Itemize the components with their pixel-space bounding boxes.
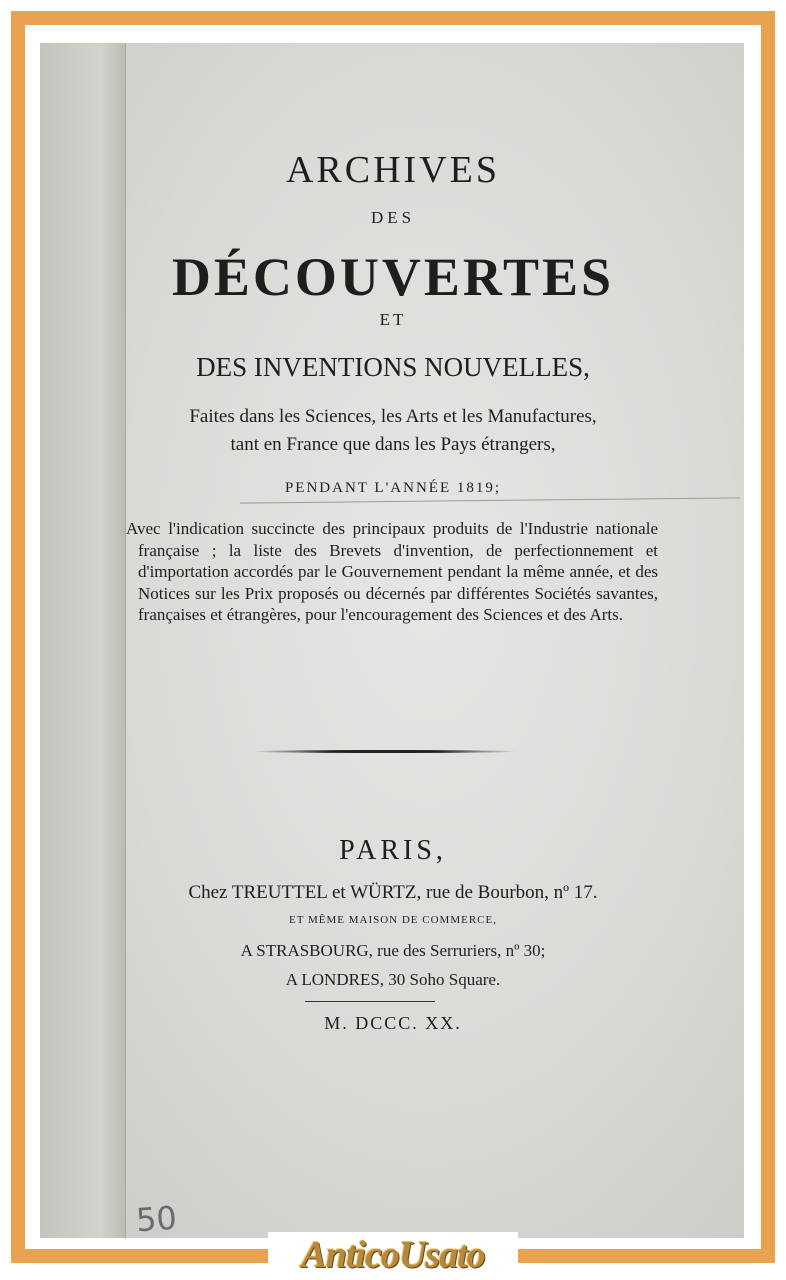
description-paragraph: Avec l'indication succincte des principaux produits de l'Industrie nationale française ; la liste des Brevets d'invention, de perfectionnement et d'importation accordés par le Gouvernement pendant la même année, et des Notices sur les Prix proposés ou décernés par différentes Sociétés savantes, françaises et étrangères, pour l'encouragement des Sciences et des Arts.: [126, 519, 658, 624]
london-address: A LONDRES, 30 Soho Square.: [285, 970, 501, 989]
title-archives: ARCHIVES: [285, 149, 501, 191]
title-decouvertes: DÉCOUVERTES: [171, 247, 615, 307]
title-inventions: DES INVENTIONS NOUVELLES,: [196, 352, 590, 382]
title-des: DES: [370, 208, 416, 227]
anticousato-logo: AnticoUsato: [301, 1234, 485, 1276]
title-et: ET: [379, 310, 407, 329]
subtitle-line-1: Faites dans les Sciences, les Arts et les Manufactures,: [189, 406, 597, 427]
handwritten-note: 50: [134, 1198, 178, 1240]
publication-date: M. DCCC. XX.: [324, 1013, 462, 1033]
logo-badge: [268, 1232, 518, 1278]
subtitle-line-2: tant en France que dans les Pays étrangers,: [230, 434, 556, 455]
date-rule: [305, 1001, 435, 1002]
paper-crease: [240, 497, 740, 506]
ornamental-rule: [252, 750, 517, 753]
publisher-note: ET MÊME MAISON DE COMMERCE,: [288, 914, 497, 926]
city: PARIS,: [339, 835, 447, 866]
publisher: Chez TREUTTEL et WÜRTZ, rue de Bourbon, nº 17.: [188, 882, 598, 903]
strasbourg-address: A STRASBOURG, rue des Serruriers, nº 30;: [240, 941, 546, 960]
year-line: PENDANT L'ANNÉE 1819;: [284, 480, 502, 496]
